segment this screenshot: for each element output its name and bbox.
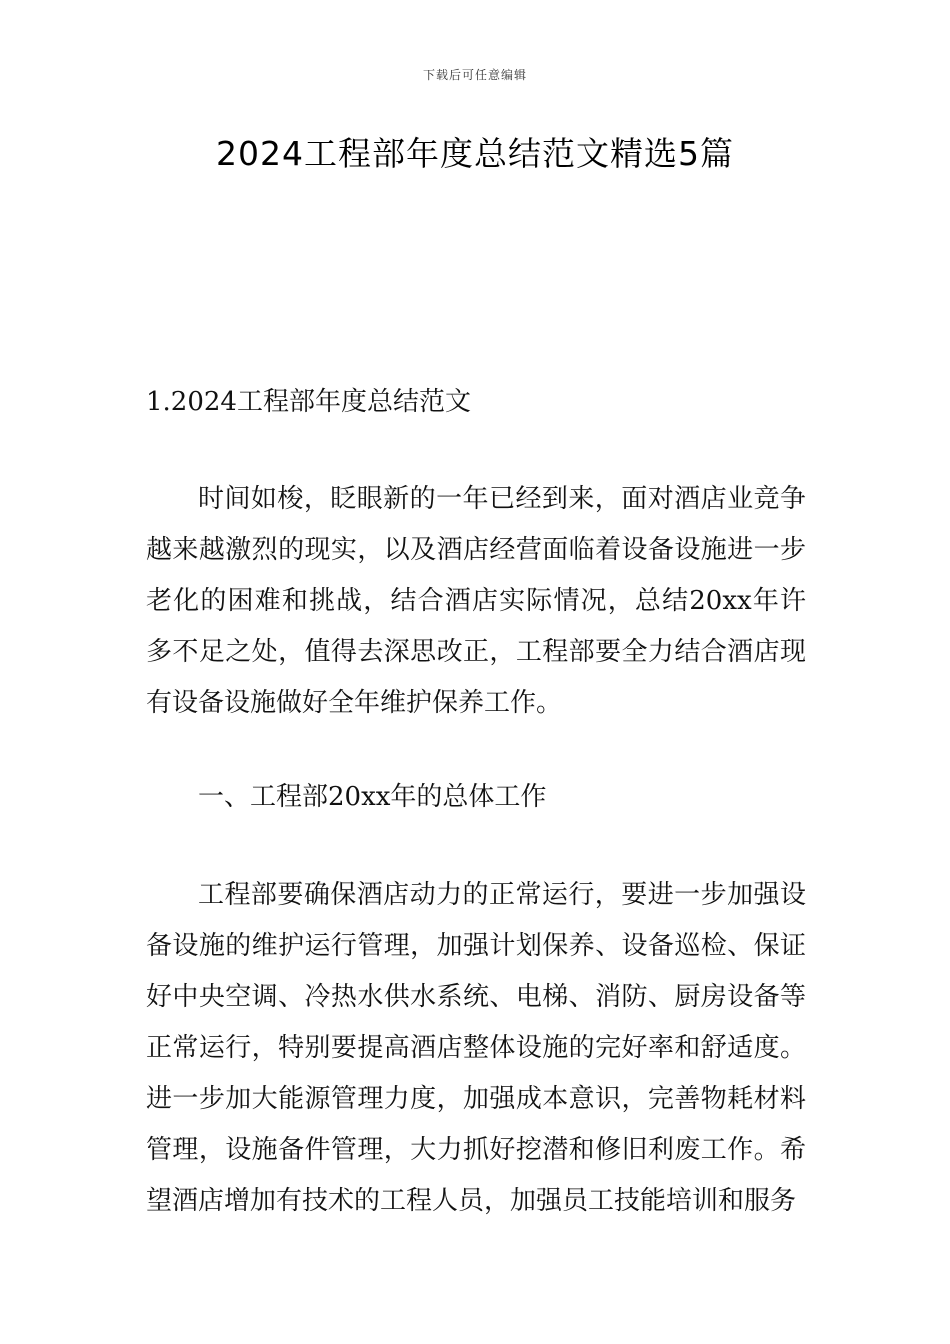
paragraph-intro: 时间如梭，眨眼新的一年已经到来，面对酒店业竞争越来越激烈的现实，以及酒店经营面临着设备设施进一步老化的困难和挑战，结合酒店实际情况，总结20xx年许多不足之处，值得去深思改正，工程部要全力结合酒店现有设备设施做好全年维护保养工作。 — [146, 484, 806, 718]
section-heading: 1.2024工程部年度总结范文 — [146, 387, 471, 417]
subsection-heading: 一、工程部20xx年的总体工作 — [198, 782, 547, 812]
paragraph-body: 工程部要确保酒店动力的正常运行，要进一步加强设备设施的维护运行管理，加强计划保养、设备巡检、保证好中央空调、冷热水供水系统、电梯、消防、厨房设备等正常运行，特别要提高酒店整体设施的完好率和舒适度。进一步加大能源管理力度，加强成本意识，完善物耗材料管理，设施备件管理，大力抓好挖潜和修旧利废工作。希望酒店增加有技术的工程人员，加强员工技能培训和服务 — [146, 880, 806, 1216]
document-title: 2024工程部年度总结范文精选5篇 — [216, 134, 734, 173]
header-note: 下载后可任意编辑 — [422, 68, 527, 82]
